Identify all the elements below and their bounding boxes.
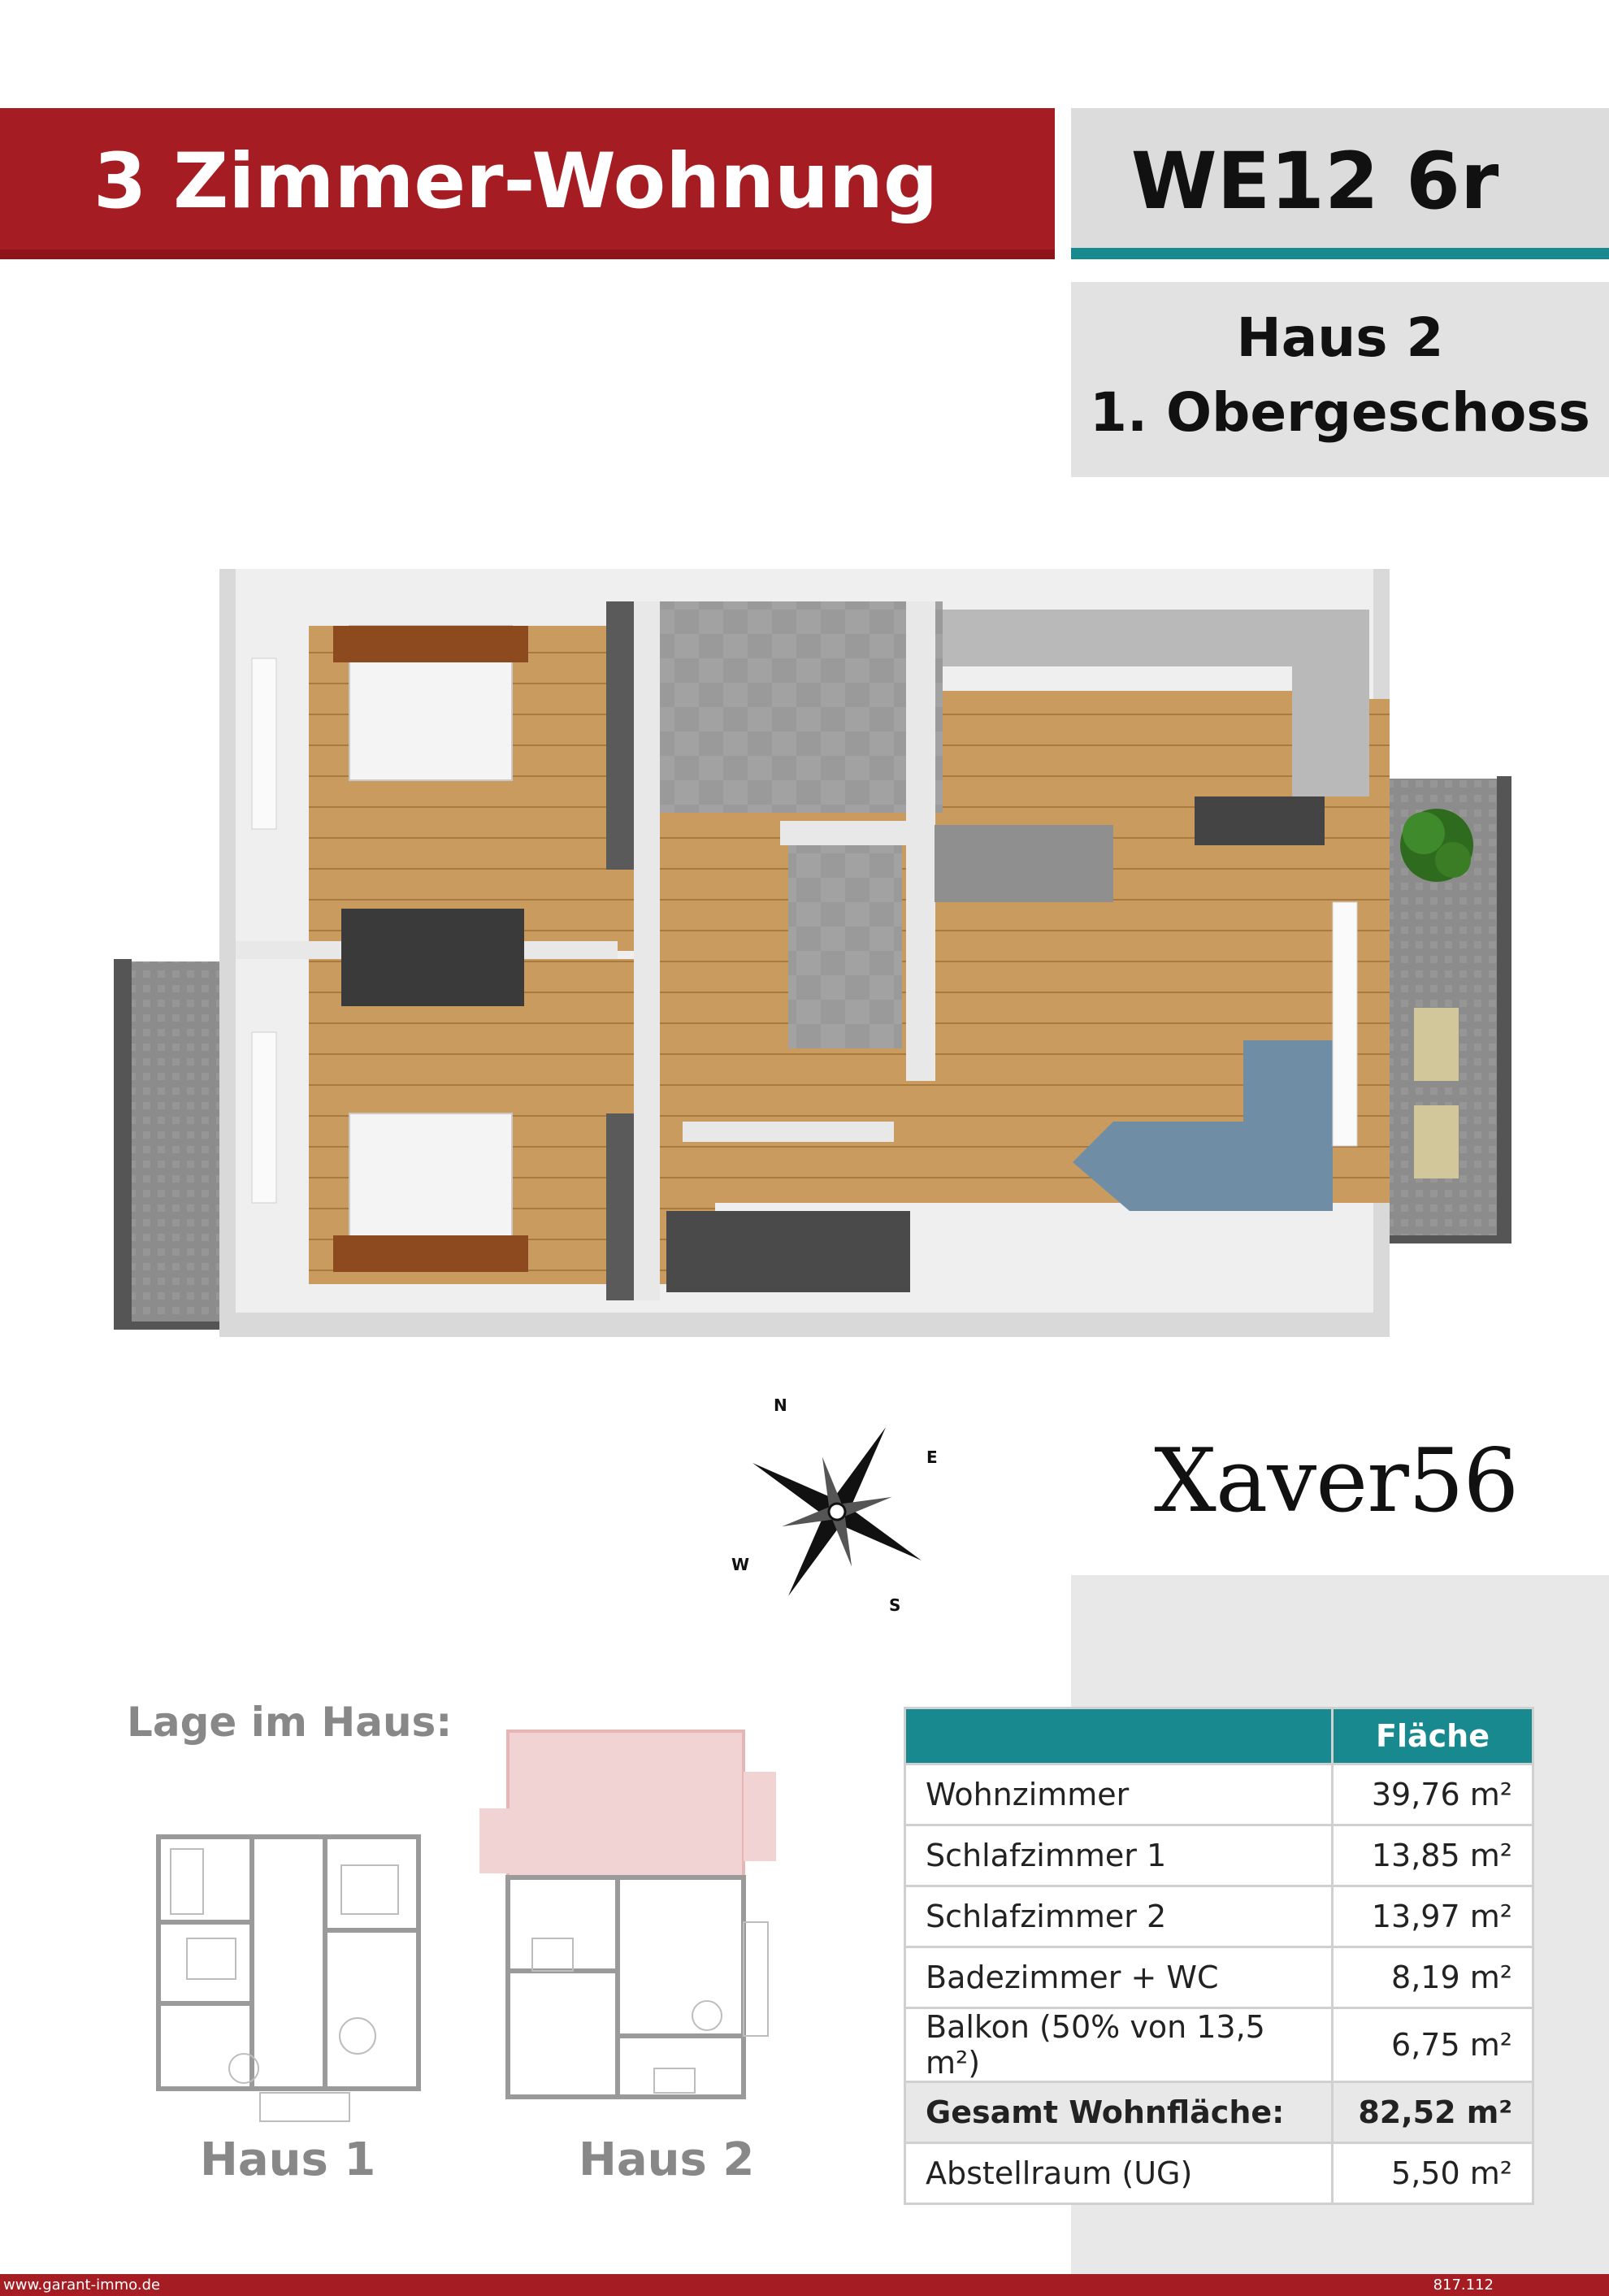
floor-plan (114, 561, 1511, 1341)
unit-code: WE12 6r (1130, 136, 1499, 227)
row-label: Wohnzimmer (905, 1764, 1333, 1825)
haus1-floorplan-mini (154, 1833, 431, 2125)
row-value: 6,75 m² (1333, 2008, 1533, 2082)
footer-bar (0, 2274, 1609, 2296)
table-row (905, 1764, 1533, 1825)
compass-n-label: N (774, 1398, 787, 1415)
floor-name: 1. Obergeschoss (1090, 381, 1590, 444)
total-label: Gesamt Wohnfläche: (905, 2082, 1333, 2143)
compass-e-label: E (926, 1447, 938, 1467)
row-label: Abstellraum (UG) (905, 2143, 1333, 2204)
unit-code-underline (1071, 248, 1609, 259)
compass-s-label: S (889, 1595, 901, 1615)
table-row (905, 1886, 1533, 1947)
compass-rose (723, 1398, 951, 1625)
row-label: Schlafzimmer 1 (905, 1825, 1333, 1886)
haus2-label: Haus 2 (579, 2133, 755, 2186)
page-title: 3 Zimmer-Wohnung (93, 137, 939, 226)
table-header-value: Fläche (1333, 1708, 1533, 1764)
unit-code-box (1071, 108, 1609, 248)
total-value: 82,52 m² (1333, 2082, 1533, 2143)
compass-w-label: W (731, 1555, 750, 1574)
haus1-label: Haus 1 (200, 2133, 376, 2186)
table-header-label (905, 1708, 1333, 1764)
row-value: 13,97 m² (1333, 1886, 1533, 1947)
row-label: Balkon (50% von 13,5 m²) (905, 2008, 1333, 2082)
brand-logo: Xaver56 (1154, 1430, 1519, 1532)
house-name: Haus 2 (1236, 306, 1444, 369)
table-row (905, 1947, 1533, 2008)
table-header-row (905, 1708, 1533, 1764)
house-info-box (1071, 282, 1609, 477)
title-underline (0, 250, 1055, 259)
location-heading: Lage im Haus: (127, 1699, 453, 1746)
title-banner (0, 108, 1055, 259)
footer-url[interactable]: www.garant-immo.de (3, 2276, 161, 2294)
row-label: Schlafzimmer 2 (905, 1886, 1333, 1947)
footer-ref: 817.112 (1433, 2276, 1494, 2294)
table-row (905, 1825, 1533, 1886)
row-label: Badezimmer + WC (905, 1947, 1333, 2008)
table-row (905, 2143, 1533, 2204)
row-value: 8,19 m² (1333, 1947, 1533, 2008)
table-total-row (905, 2082, 1533, 2143)
row-value: 5,50 m² (1333, 2143, 1533, 2204)
area-table (904, 1707, 1534, 2205)
haus2-floorplan-mini (475, 1727, 784, 2125)
balcony-right (1377, 776, 1511, 1243)
row-value: 39,76 m² (1333, 1764, 1533, 1825)
table-row (905, 2008, 1533, 2082)
row-value: 13,85 m² (1333, 1825, 1533, 1886)
